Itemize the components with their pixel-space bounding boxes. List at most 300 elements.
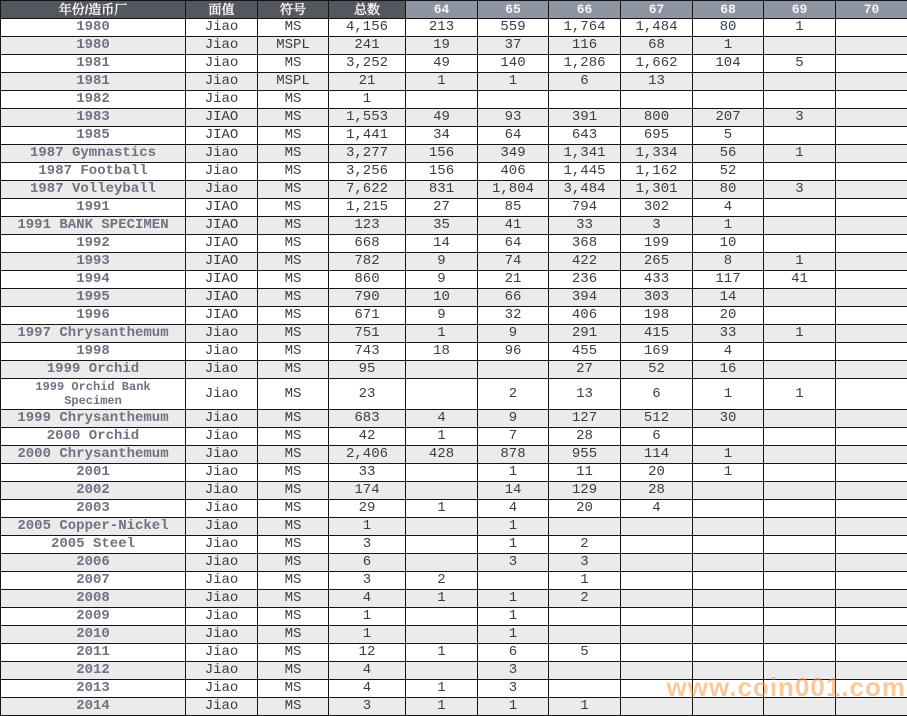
- denom-cell: Jiao: [186, 680, 258, 698]
- grade-68-cell: 4: [693, 343, 764, 361]
- grade-64-cell: 1: [406, 680, 478, 698]
- symbol-cell: MS: [258, 662, 329, 680]
- grade-67-cell: [621, 698, 693, 716]
- table-row: [1, 518, 907, 536]
- symbol-cell: MS: [258, 464, 329, 482]
- grade-66-cell: 6: [549, 73, 621, 91]
- grade-67-cell: 433: [621, 271, 693, 289]
- grade-69-cell: [764, 361, 836, 379]
- table-row: [1, 235, 907, 253]
- grade-66-cell: 394: [549, 289, 621, 307]
- header-row: [1, 1, 907, 19]
- grade-64-cell: 4: [406, 410, 478, 428]
- grade-68-cell: [693, 73, 764, 91]
- grade-67-cell: 265: [621, 253, 693, 271]
- denom-cell: JIAO: [186, 271, 258, 289]
- grade-66-cell: [549, 518, 621, 536]
- grade-69-cell: [764, 199, 836, 217]
- grade-66-cell: 794: [549, 199, 621, 217]
- denom-cell: Jiao: [186, 554, 258, 572]
- year-cell: 1987 Football: [1, 163, 186, 181]
- table-row: [1, 163, 907, 181]
- grade-66-cell: 5: [549, 644, 621, 662]
- grade-66-cell: 3,484: [549, 181, 621, 199]
- year-cell: 2014: [1, 698, 186, 716]
- grade-70-cell: [836, 680, 907, 698]
- symbol-cell: MS: [258, 446, 329, 464]
- symbol-cell: MS: [258, 482, 329, 500]
- year-cell: 1993: [1, 253, 186, 271]
- grade-70-cell: [836, 91, 907, 109]
- grade-66-cell: 391: [549, 109, 621, 127]
- grade-70-cell: [836, 698, 907, 716]
- grade-64-cell: 34: [406, 127, 478, 145]
- symbol-cell: MS: [258, 518, 329, 536]
- grade-68-cell: 10: [693, 235, 764, 253]
- grade-64-cell: 213: [406, 19, 478, 37]
- grade-64-cell: 1: [406, 698, 478, 716]
- grade-67-cell: [621, 680, 693, 698]
- grade-70-cell: [836, 181, 907, 199]
- grade-65-cell: 9: [478, 325, 549, 343]
- grade-70-cell: [836, 662, 907, 680]
- grade-66-cell: 13: [549, 379, 621, 410]
- grade-64-cell: 19: [406, 37, 478, 55]
- grade-64-cell: [406, 518, 478, 536]
- table-row: [1, 644, 907, 662]
- grade-67-cell: 198: [621, 307, 693, 325]
- denom-cell: Jiao: [186, 446, 258, 464]
- grade-66-cell: 406: [549, 307, 621, 325]
- grade-68-cell: 117: [693, 271, 764, 289]
- grade-68-cell: 20: [693, 307, 764, 325]
- grade-70-cell: [836, 289, 907, 307]
- year-cell: 2000 Orchid: [1, 428, 186, 446]
- grade-67-cell: 169: [621, 343, 693, 361]
- grade-65-cell: 21: [478, 271, 549, 289]
- total-cell: 21: [329, 73, 406, 91]
- grade-66-cell: 27: [549, 361, 621, 379]
- denom-cell: Jiao: [186, 163, 258, 181]
- grade-68-cell: 1: [693, 446, 764, 464]
- symbol-cell: MS: [258, 410, 329, 428]
- table-row: [1, 698, 907, 716]
- grade-66-cell: [549, 626, 621, 644]
- grade-67-cell: [621, 554, 693, 572]
- year-cell: 1991: [1, 199, 186, 217]
- grade-67-cell: 800: [621, 109, 693, 127]
- total-cell: 4: [329, 590, 406, 608]
- denom-cell: Jiao: [186, 379, 258, 410]
- year-cell: 2010: [1, 626, 186, 644]
- symbol-cell: MS: [258, 590, 329, 608]
- denom-cell: Jiao: [186, 464, 258, 482]
- grade-65-cell: 96: [478, 343, 549, 361]
- total-cell: 1: [329, 608, 406, 626]
- grade-66-cell: 1,286: [549, 55, 621, 73]
- grade-69-cell: [764, 626, 836, 644]
- grade-64-cell: 831: [406, 181, 478, 199]
- year-cell: 2005 Steel: [1, 536, 186, 554]
- denom-cell: Jiao: [186, 572, 258, 590]
- denom-cell: Jiao: [186, 37, 258, 55]
- grade-64-cell: [406, 464, 478, 482]
- grade-69-cell: [764, 37, 836, 55]
- total-cell: 1: [329, 518, 406, 536]
- table-row: [1, 464, 907, 482]
- grade-66-cell: 33: [549, 217, 621, 235]
- grade-70-cell: [836, 428, 907, 446]
- grade-66-cell: 116: [549, 37, 621, 55]
- year-cell: 1991 BANK SPECIMEN: [1, 217, 186, 235]
- grade-67-cell: 13: [621, 73, 693, 91]
- grade-67-cell: 4: [621, 500, 693, 518]
- grade-66-cell: [549, 608, 621, 626]
- denom-cell: Jiao: [186, 361, 258, 379]
- denom-cell: Jiao: [186, 590, 258, 608]
- grade-68-cell: [693, 698, 764, 716]
- grade-67-cell: [621, 590, 693, 608]
- grade-66-cell: 368: [549, 235, 621, 253]
- grade-68-cell: [693, 590, 764, 608]
- grade-70-cell: [836, 271, 907, 289]
- grade-68-cell: 1: [693, 379, 764, 410]
- denom-cell: JIAO: [186, 253, 258, 271]
- table-row: [1, 379, 907, 410]
- grade-69-cell: [764, 662, 836, 680]
- table-row: [1, 217, 907, 235]
- grade-68-cell: [693, 500, 764, 518]
- grade-67-cell: 199: [621, 235, 693, 253]
- grade-64-cell: 49: [406, 109, 478, 127]
- grade-67-cell: 415: [621, 325, 693, 343]
- grade-68-cell: 5: [693, 127, 764, 145]
- table-row: [1, 181, 907, 199]
- grade-70-cell: [836, 554, 907, 572]
- year-cell: 2005 Copper-Nickel: [1, 518, 186, 536]
- grade-65-cell: 140: [478, 55, 549, 73]
- denom-cell: Jiao: [186, 145, 258, 163]
- grade-67-cell: 1,484: [621, 19, 693, 37]
- total-cell: 174: [329, 482, 406, 500]
- symbol-cell: MS: [258, 55, 329, 73]
- symbol-cell: MS: [258, 307, 329, 325]
- grade-70-cell: [836, 325, 907, 343]
- total-cell: 241: [329, 37, 406, 55]
- watermark: www.coin001.com: [666, 672, 906, 702]
- grade-67-cell: [621, 91, 693, 109]
- grade-70-cell: [836, 482, 907, 500]
- grade-67-cell: 695: [621, 127, 693, 145]
- grade-66-cell: 422: [549, 253, 621, 271]
- total-cell: 1: [329, 91, 406, 109]
- grade-67-cell: [621, 662, 693, 680]
- grade-69-cell: [764, 446, 836, 464]
- denom-cell: Jiao: [186, 410, 258, 428]
- grade-67-cell: 6: [621, 428, 693, 446]
- grade-69-cell: 1: [764, 379, 836, 410]
- total-cell: 23: [329, 379, 406, 410]
- denom-cell: Jiao: [186, 91, 258, 109]
- grade-70-cell: [836, 163, 907, 181]
- col-header-denom: 面值: [186, 1, 258, 19]
- grade-69-cell: [764, 698, 836, 716]
- grade-70-cell: [836, 379, 907, 410]
- grade-64-cell: [406, 379, 478, 410]
- table-row: [1, 199, 907, 217]
- symbol-cell: MS: [258, 91, 329, 109]
- grade-70-cell: [836, 608, 907, 626]
- grade-65-cell: 32: [478, 307, 549, 325]
- grade-65-cell: 41: [478, 217, 549, 235]
- symbol-cell: MS: [258, 608, 329, 626]
- grade-70-cell: [836, 145, 907, 163]
- grade-67-cell: 6: [621, 379, 693, 410]
- grade-69-cell: [764, 590, 836, 608]
- denom-cell: Jiao: [186, 19, 258, 37]
- year-cell: 2003: [1, 500, 186, 518]
- col-header-g67: 67: [621, 1, 693, 19]
- grade-68-cell: 80: [693, 181, 764, 199]
- grade-70-cell: [836, 536, 907, 554]
- table-row: [1, 325, 907, 343]
- denom-cell: JIAO: [186, 235, 258, 253]
- total-cell: 3,277: [329, 145, 406, 163]
- denom-cell: JIAO: [186, 127, 258, 145]
- total-cell: 671: [329, 307, 406, 325]
- grade-66-cell: 127: [549, 410, 621, 428]
- denom-cell: Jiao: [186, 518, 258, 536]
- grade-64-cell: 1: [406, 644, 478, 662]
- grade-66-cell: 129: [549, 482, 621, 500]
- grade-67-cell: [621, 608, 693, 626]
- grade-68-cell: 1: [693, 464, 764, 482]
- grade-67-cell: 114: [621, 446, 693, 464]
- grade-67-cell: 1,162: [621, 163, 693, 181]
- total-cell: 2,406: [329, 446, 406, 464]
- denom-cell: Jiao: [186, 181, 258, 199]
- table-row: [1, 662, 907, 680]
- grade-68-cell: 52: [693, 163, 764, 181]
- year-cell: 1982: [1, 91, 186, 109]
- grade-64-cell: 156: [406, 145, 478, 163]
- symbol-cell: MS: [258, 217, 329, 235]
- year-cell: 1996: [1, 307, 186, 325]
- grade-69-cell: [764, 289, 836, 307]
- denom-cell: Jiao: [186, 698, 258, 716]
- grade-65-cell: 1: [478, 536, 549, 554]
- year-cell: 1983: [1, 109, 186, 127]
- grade-65-cell: 3: [478, 662, 549, 680]
- grade-70-cell: [836, 500, 907, 518]
- grade-68-cell: [693, 572, 764, 590]
- total-cell: 3: [329, 572, 406, 590]
- grade-65-cell: 37: [478, 37, 549, 55]
- denom-cell: Jiao: [186, 343, 258, 361]
- symbol-cell: MS: [258, 235, 329, 253]
- grade-70-cell: [836, 73, 907, 91]
- grade-65-cell: 14: [478, 482, 549, 500]
- total-cell: 33: [329, 464, 406, 482]
- grade-66-cell: 1,445: [549, 163, 621, 181]
- grade-67-cell: [621, 536, 693, 554]
- grade-66-cell: 2: [549, 536, 621, 554]
- year-cell: 2008: [1, 590, 186, 608]
- grade-68-cell: [693, 536, 764, 554]
- table-row: [1, 19, 907, 37]
- symbol-cell: MS: [258, 572, 329, 590]
- table-row: [1, 109, 907, 127]
- total-cell: 12: [329, 644, 406, 662]
- table-row: [1, 343, 907, 361]
- grade-65-cell: [478, 91, 549, 109]
- grade-67-cell: 1,662: [621, 55, 693, 73]
- grade-68-cell: 8: [693, 253, 764, 271]
- total-cell: 4,156: [329, 19, 406, 37]
- table-row: [1, 590, 907, 608]
- grade-67-cell: 302: [621, 199, 693, 217]
- grade-69-cell: [764, 608, 836, 626]
- grade-64-cell: 2: [406, 572, 478, 590]
- grade-69-cell: [764, 127, 836, 145]
- grade-66-cell: 28: [549, 428, 621, 446]
- grade-70-cell: [836, 307, 907, 325]
- grade-65-cell: 559: [478, 19, 549, 37]
- grade-66-cell: [549, 662, 621, 680]
- table-row: [1, 500, 907, 518]
- grade-65-cell: 64: [478, 127, 549, 145]
- grade-69-cell: [764, 343, 836, 361]
- grade-69-cell: 41: [764, 271, 836, 289]
- table-row: [1, 572, 907, 590]
- denom-cell: Jiao: [186, 428, 258, 446]
- total-cell: 1,553: [329, 109, 406, 127]
- grade-66-cell: 291: [549, 325, 621, 343]
- grade-64-cell: [406, 361, 478, 379]
- grade-65-cell: 3: [478, 680, 549, 698]
- grade-67-cell: [621, 626, 693, 644]
- grade-66-cell: 955: [549, 446, 621, 464]
- total-cell: 3: [329, 536, 406, 554]
- grade-65-cell: 85: [478, 199, 549, 217]
- denom-cell: Jiao: [186, 500, 258, 518]
- grade-64-cell: 428: [406, 446, 478, 464]
- grade-67-cell: 20: [621, 464, 693, 482]
- year-cell: 1999 Chrysanthemum: [1, 410, 186, 428]
- symbol-cell: MS: [258, 127, 329, 145]
- symbol-cell: MS: [258, 271, 329, 289]
- grade-64-cell: [406, 482, 478, 500]
- grade-64-cell: 9: [406, 307, 478, 325]
- year-cell: 2006: [1, 554, 186, 572]
- grade-69-cell: [764, 235, 836, 253]
- grade-67-cell: [621, 644, 693, 662]
- table-row: [1, 608, 907, 626]
- total-cell: 683: [329, 410, 406, 428]
- grade-67-cell: 52: [621, 361, 693, 379]
- grade-70-cell: [836, 109, 907, 127]
- grade-66-cell: 455: [549, 343, 621, 361]
- grade-65-cell: 4: [478, 500, 549, 518]
- table-row: [1, 410, 907, 428]
- total-cell: 1,215: [329, 199, 406, 217]
- grade-65-cell: 1: [478, 590, 549, 608]
- grade-65-cell: 1: [478, 73, 549, 91]
- denom-cell: Jiao: [186, 626, 258, 644]
- grade-70-cell: [836, 217, 907, 235]
- grade-67-cell: 303: [621, 289, 693, 307]
- table-row: [1, 253, 907, 271]
- grade-68-cell: 56: [693, 145, 764, 163]
- symbol-cell: MS: [258, 109, 329, 127]
- grade-68-cell: [693, 518, 764, 536]
- symbol-cell: MS: [258, 199, 329, 217]
- total-cell: 4: [329, 680, 406, 698]
- symbol-cell: MS: [258, 289, 329, 307]
- grade-64-cell: [406, 608, 478, 626]
- grade-65-cell: 1: [478, 626, 549, 644]
- year-cell: 2009: [1, 608, 186, 626]
- grade-64-cell: [406, 91, 478, 109]
- grade-65-cell: 6: [478, 644, 549, 662]
- grade-68-cell: 33: [693, 325, 764, 343]
- symbol-cell: MS: [258, 145, 329, 163]
- grade-67-cell: 512: [621, 410, 693, 428]
- grade-64-cell: [406, 662, 478, 680]
- denom-cell: Jiao: [186, 482, 258, 500]
- grade-65-cell: 349: [478, 145, 549, 163]
- grade-69-cell: 1: [764, 145, 836, 163]
- grade-64-cell: 9: [406, 271, 478, 289]
- year-cell: 1985: [1, 127, 186, 145]
- grade-64-cell: 1: [406, 325, 478, 343]
- denom-cell: Jiao: [186, 608, 258, 626]
- total-cell: 123: [329, 217, 406, 235]
- grade-70-cell: [836, 644, 907, 662]
- grade-65-cell: 93: [478, 109, 549, 127]
- grade-64-cell: 1: [406, 500, 478, 518]
- grade-69-cell: [764, 644, 836, 662]
- grade-67-cell: 1,301: [621, 181, 693, 199]
- grade-69-cell: [764, 554, 836, 572]
- grade-70-cell: [836, 55, 907, 73]
- grade-69-cell: 5: [764, 55, 836, 73]
- table-row: [1, 626, 907, 644]
- denom-cell: Jiao: [186, 73, 258, 91]
- grade-68-cell: [693, 680, 764, 698]
- grade-69-cell: [764, 163, 836, 181]
- symbol-cell: MS: [258, 644, 329, 662]
- grade-67-cell: [621, 572, 693, 590]
- symbol-cell: MS: [258, 536, 329, 554]
- symbol-cell: MS: [258, 163, 329, 181]
- col-header-g70: 70: [836, 1, 907, 19]
- total-cell: 751: [329, 325, 406, 343]
- table-row: [1, 428, 907, 446]
- year-cell: 1995: [1, 289, 186, 307]
- grade-65-cell: [478, 361, 549, 379]
- grade-66-cell: 1: [549, 698, 621, 716]
- grade-67-cell: [621, 518, 693, 536]
- symbol-cell: MS: [258, 19, 329, 37]
- grade-64-cell: 156: [406, 163, 478, 181]
- denom-cell: Jiao: [186, 644, 258, 662]
- grade-70-cell: [836, 127, 907, 145]
- grade-64-cell: [406, 554, 478, 572]
- grade-66-cell: [549, 680, 621, 698]
- year-cell: 1998: [1, 343, 186, 361]
- grade-70-cell: [836, 19, 907, 37]
